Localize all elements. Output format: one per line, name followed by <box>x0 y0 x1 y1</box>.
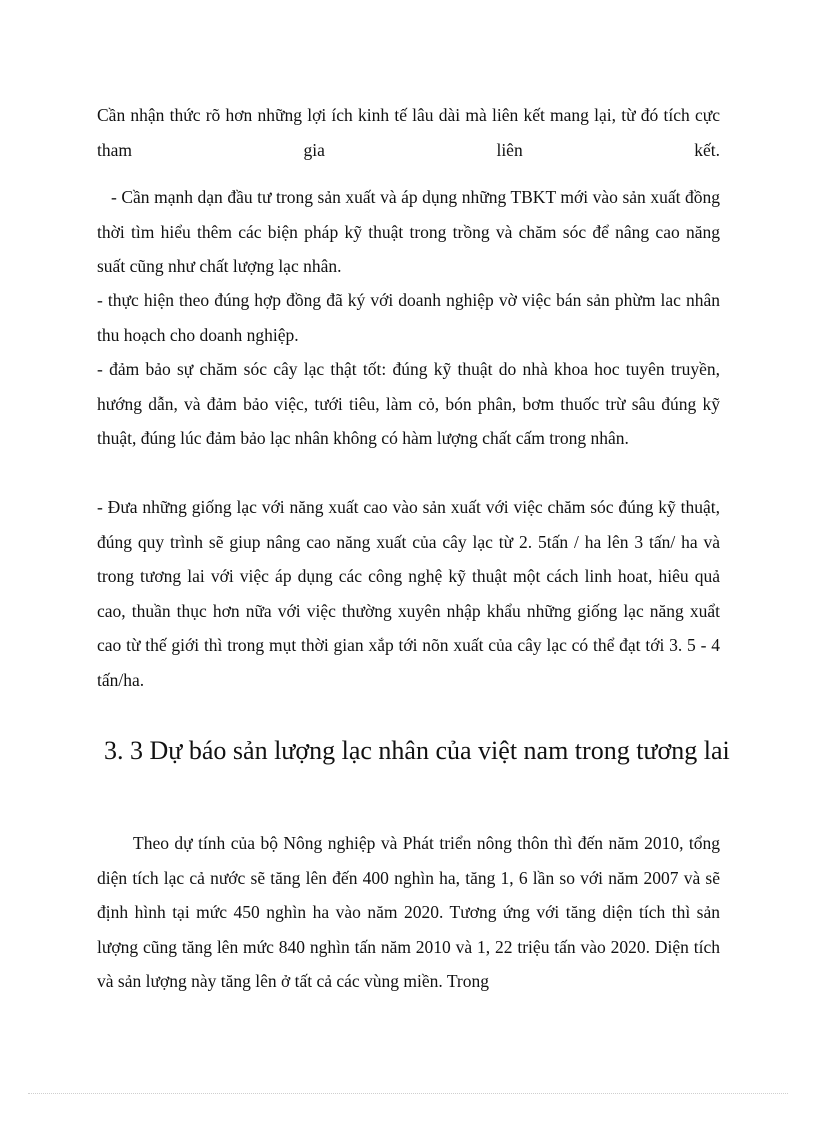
paragraph-forecast: Theo dự tính của bộ Nông nghiệp và Phát triển nông thôn thì đến năm 2010, tổng diện tích lạc cả nước sẽ tăng lên đến 400 nghìn ha, tăng 1, 6 lần so với năm 2007 và sẽ định hình tại mức 450 nghìn ha vào năm 2020. Tương ứng với tăng diện tích thì sản lượng cũng tăng lên mức 840 nghìn tấn năm 2010 và 1, 22 triệu tấn vào 2020. Diện tích và sản lượng này tăng lên ở tất cả các vùng miền. Trong <box>97 833 720 991</box>
section-heading: 3. 3 Dự báo sản lượng lạc nhân của việt nam trong tương lai <box>104 736 730 765</box>
paragraph-varieties: - Đưa những giống lạc với năng xuất cao vào sản xuất với việc chăm sóc đúng kỹ thuật, đúng quy trình sẽ giup nâng cao năng xuất của cây lạc từ 2. 5tấn / ha lên 3 tấn/ ha và trong tương lai với việc áp dụng các công nghệ kỹ thuật một cách linh hoat, hiêu quả cao, thuần thục hơn nữa với việc thường xuyên nhập khẩu những giống lạc năng xuẩt cao từ thế giới thì trong mụt thời gian xắp tới nõn xuất của cây lạc có thể đạt tới 3. 5 - 4 tấn/ha. <box>97 497 720 690</box>
paragraph-participation: Cần nhận thức rõ hơn những lợi ích kinh tế lâu dài mà liên kết mang lại, từ đó tích cực tham gia liên kết. <box>97 105 720 160</box>
paragraph-care: - đảm bảo sự chăm sóc cây lạc thật tốt: đúng kỹ thuật do nhà khoa hoc tuyên truyền, hướng dẫn, và đảm bảo việc, tưới tiêu, làm cỏ, bón phân, bơm thuốc trừ sâu đúng kỹ thuật, đúng lúc đảm bảo lạc nhân không có hàm lượng chất cấm trong nhân. <box>97 359 720 448</box>
paragraph-contract: - thực hiện theo đúng hợp đồng đã ký với doanh nghiệp vờ việc bán sản phừm lac nhân thu hoạch cho doanh nghiệp. <box>97 290 720 345</box>
paragraph-investment: - Cần mạnh dạn đầu tư trong sản xuất và áp dụng những TBKT mới vào sản xuất đồng thời tìm hiểu thêm các biện pháp kỹ thuật trong trồng và chăm sóc để nâng cao năng suất cũng như chất lượng lạc nhân. <box>97 187 720 276</box>
page-bottom-rule <box>28 1093 788 1094</box>
